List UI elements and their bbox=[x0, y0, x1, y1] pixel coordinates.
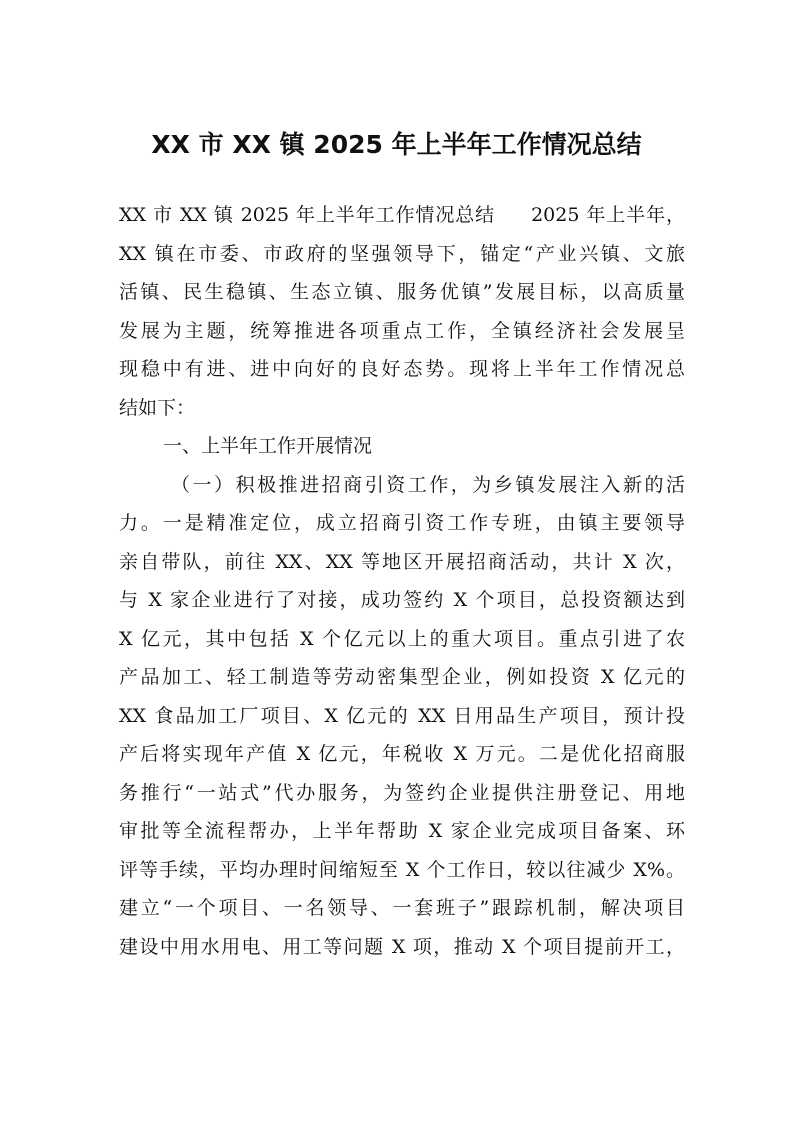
paragraph-line-19: 评等手续，平均办理时间缩短至 X 个工作日，较以往减少 X%。 bbox=[119, 858, 685, 881]
paragraph-line-14: 产品加工、轻工制造等劳动密集型企业，例如投资 X 亿元的 bbox=[119, 666, 685, 688]
paragraph-line-2: XX 镇在市委、市政府的坚强领导下，锚定“产业兴镇、文旅 bbox=[119, 242, 685, 265]
paragraph-line-10: 力。一是精准定位，成立招商引资工作专班，由镇主要领导 bbox=[119, 512, 685, 534]
paragraph-line-13: X 亿元，其中包括 X 个亿元以上的重大项目。重点引进了农 bbox=[119, 627, 685, 650]
paragraph-line-16: 产后将实现年产值 X 亿元，年税收 X 万元。二是优化招商服 bbox=[119, 743, 685, 765]
document-title: XX 市 XX 镇 2025 年上半年工作情况总结 bbox=[151, 130, 642, 159]
paragraph-line-6: 结如下： bbox=[119, 396, 196, 419]
subsection-heading: （一）积极推进招商引资工作，为乡镇发展注入新的活 bbox=[171, 473, 685, 496]
paragraph-line-5: 现稳中有进、进中向好的良好态势。现将上半年工作情况总 bbox=[119, 358, 685, 380]
paragraph-line-4: 发展为主题，统筹推进各项重点工作，全镇经济社会发展呈 bbox=[119, 319, 685, 342]
paragraph-start: 2025 年上半年， bbox=[531, 204, 685, 226]
paragraph-line-21: 建设中用水用电、用工等问题 X 项，推动 X 个项目提前开工， bbox=[119, 935, 685, 958]
paragraph-line-3: 活镇、民生稳镇、生态立镇、服务优镇”发展目标，以高质量 bbox=[119, 281, 685, 303]
paragraph-line-15: XX 食品加工厂项目、X 亿元的 XX 日用品生产项目，预计投 bbox=[119, 704, 685, 727]
section-heading: 一、上半年工作开展情况 bbox=[163, 435, 373, 457]
paragraph-line-17: 务推行“一站式”代办服务，为签约企业提供注册登记、用地 bbox=[119, 781, 685, 804]
inline-heading: XX 市 XX 镇 2025 年上半年工作情况总结 bbox=[119, 204, 496, 226]
paragraph-line-18: 审批等全流程帮办，上半年帮助 X 家企业完成项目备案、环 bbox=[119, 820, 685, 842]
document-body bbox=[119, 196, 685, 966]
paragraph-line-12: 与 X 家企业进行了对接，成功签约 X 个项目，总投资额达到 bbox=[119, 589, 685, 611]
paragraph-line-20: 建立“一个项目、一名领导、一套班子”跟踪机制，解决项目 bbox=[119, 897, 685, 919]
paragraph-line-1 bbox=[119, 196, 685, 235]
paragraph-line-11: 亲自带队，前往 XX、XX 等地区开展招商活动，共计 X 次， bbox=[119, 550, 685, 573]
